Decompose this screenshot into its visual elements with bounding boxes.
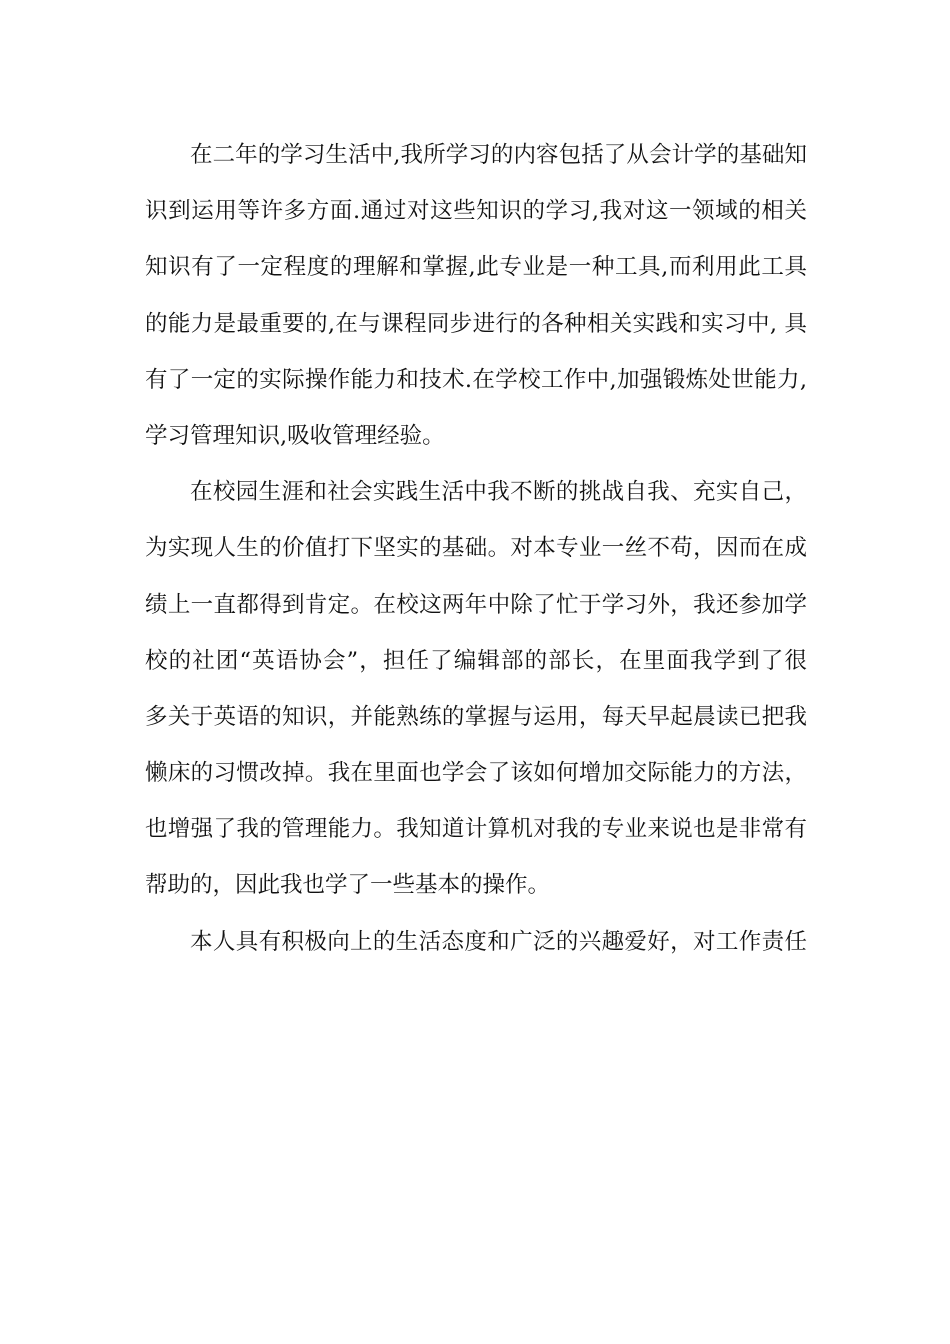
paragraph-line: 本人具有积极向上的生活态度和广泛的兴趣爱好，对工作责任 [190,928,807,955]
paragraph-line: 也增强了我的管理能力。我知道计算机对我的专业来说也是非常有 [145,816,807,843]
paragraph-line: 为实现人生的价值打下坚实的基础。对本专业一丝不苟，因而在成 [145,535,807,562]
paragraph-line: 知识有了一定程度的理解和掌握,此专业是一种工具,而利用此工具 [145,254,807,281]
paragraph-line: 懒床的习惯改掉。我在里面也学会了该如何增加交际能力的方法， [145,760,807,787]
paragraph-line: 多关于英语的知识，并能熟练的掌握与运用，每天早起晨读已把我 [145,703,807,730]
paragraph-line: 帮助的，因此我也学了一些基本的操作。 [145,872,551,899]
paragraph-line: 的能力是最重要的,在与课程同步进行的各种相关实践和实习中, 具 [145,310,807,337]
paragraph-line: 在二年的学习生活中,我所学习的内容包括了从会计学的基础知 [190,142,807,168]
paragraph-line: 校的社团“英语协会”，担任了编辑部的部长，在里面我学到了很 [145,647,807,674]
paragraph-line: 绩上一直都得到肯定。在校这两年中除了忙于学习外，我还参加学 [145,591,807,618]
document-body [145,127,807,970]
paragraph-1 [145,127,807,464]
paragraph-line: 有了一定的实际操作能力和技术.在学校工作中,加强锻炼处世能力, [145,366,807,393]
paragraph-line: 识到运用等许多方面.通过对这些知识的学习,我对这一领域的相关 [145,198,807,225]
paragraph-3 [145,914,807,970]
paragraph-2 [145,464,807,914]
paragraph-line: 在校园生涯和社会实践生活中我不断的挑战自我、充实自己， [190,479,807,506]
paragraph-line: 学习管理知识,吸收管理经验。 [145,422,445,449]
